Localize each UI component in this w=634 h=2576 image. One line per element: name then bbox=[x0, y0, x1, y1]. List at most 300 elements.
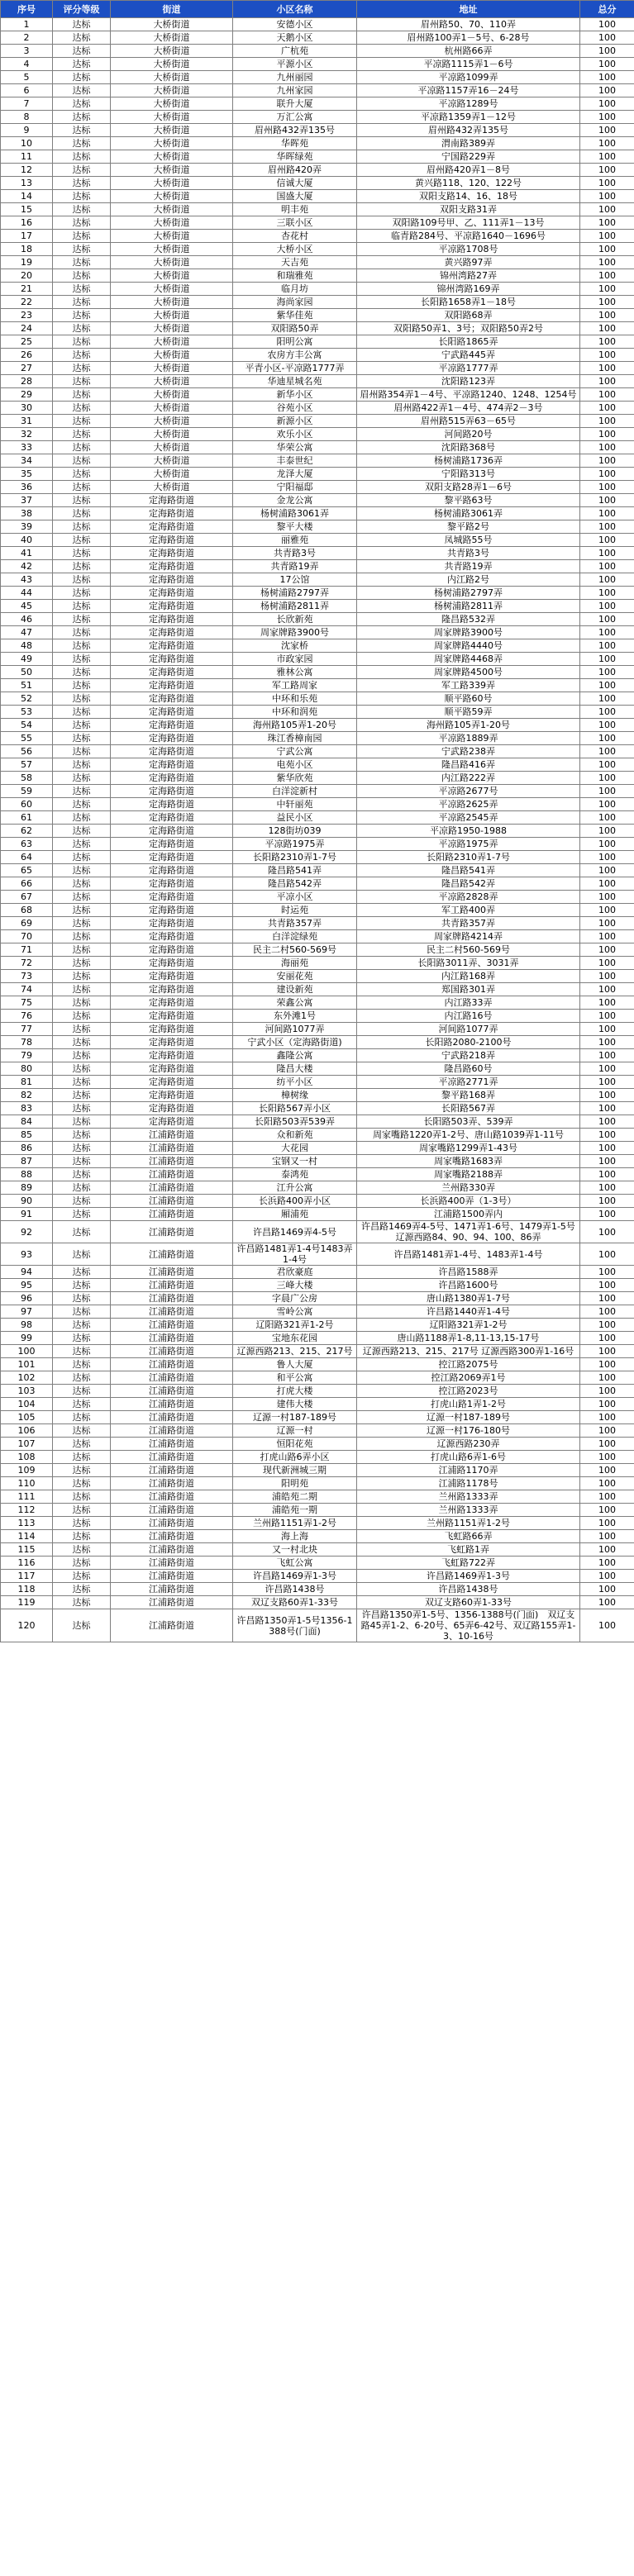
cell-community: 辽源一村187-189号 bbox=[233, 1411, 357, 1424]
cell-score: 100 bbox=[580, 388, 634, 402]
cell-rating: 达标 bbox=[53, 1049, 111, 1062]
cell-score: 100 bbox=[580, 891, 634, 904]
cell-index: 52 bbox=[1, 692, 53, 706]
cell-score: 100 bbox=[580, 283, 634, 296]
cell-community: 九州家园 bbox=[233, 84, 357, 97]
cell-score: 100 bbox=[580, 1438, 634, 1451]
cell-street: 江浦路街道 bbox=[111, 1155, 233, 1168]
cell-address: 周家嘴路1683弄 bbox=[357, 1155, 580, 1168]
cell-index: 37 bbox=[1, 494, 53, 507]
cell-rating: 达标 bbox=[53, 97, 111, 111]
cell-street: 江浦路街道 bbox=[111, 1195, 233, 1208]
cell-score: 100 bbox=[580, 1023, 634, 1036]
cell-community: 华晖苑 bbox=[233, 137, 357, 150]
cell-index: 13 bbox=[1, 177, 53, 190]
cell-rating: 达标 bbox=[53, 1208, 111, 1221]
table-row bbox=[1, 230, 634, 243]
cell-score: 100 bbox=[580, 679, 634, 692]
cell-street: 定海路街道 bbox=[111, 560, 233, 573]
table-row bbox=[1, 825, 634, 838]
cell-score: 100 bbox=[580, 983, 634, 996]
cell-address: 周家嘴路1220弄1-2号、唐山路1039弄1-11号 bbox=[357, 1129, 580, 1142]
cell-score: 100 bbox=[580, 639, 634, 653]
cell-street: 大桥街道 bbox=[111, 309, 233, 322]
cell-community: 海州路105弄1-20号 bbox=[233, 719, 357, 732]
cell-rating: 达标 bbox=[53, 600, 111, 613]
cell-address: 江浦路1178号 bbox=[357, 1477, 580, 1490]
cell-community: 国盛大厦 bbox=[233, 190, 357, 203]
cell-index: 14 bbox=[1, 190, 53, 203]
cell-community: 平青小区-平凉路1777弄 bbox=[233, 362, 357, 375]
cell-index: 71 bbox=[1, 943, 53, 957]
cell-index: 88 bbox=[1, 1168, 53, 1181]
cell-street: 定海路街道 bbox=[111, 798, 233, 811]
cell-community: 珠江香樟南园 bbox=[233, 732, 357, 745]
cell-index: 44 bbox=[1, 587, 53, 600]
cell-address: 双辽支路60弄1-33号 bbox=[357, 1596, 580, 1609]
cell-community: 杨树浦路2811弄 bbox=[233, 600, 357, 613]
cell-address: 锦州湾路27弄 bbox=[357, 269, 580, 283]
table-row bbox=[1, 639, 634, 653]
table-row bbox=[1, 335, 634, 349]
cell-street: 大桥街道 bbox=[111, 322, 233, 335]
cell-address: 军工路339弄 bbox=[357, 679, 580, 692]
cell-street: 大桥街道 bbox=[111, 402, 233, 415]
cell-street: 江浦路街道 bbox=[111, 1477, 233, 1490]
cell-score: 100 bbox=[580, 1102, 634, 1115]
cell-address: 平凉路2677号 bbox=[357, 785, 580, 798]
table-row bbox=[1, 1477, 634, 1490]
cell-street: 定海路街道 bbox=[111, 613, 233, 626]
cell-index: 79 bbox=[1, 1049, 53, 1062]
cell-address: 平凉路1708号 bbox=[357, 243, 580, 256]
cell-address: 双阳支路28弄1－6号 bbox=[357, 481, 580, 494]
cell-index: 78 bbox=[1, 1036, 53, 1049]
cell-address: 兰州路1333弄 bbox=[357, 1490, 580, 1504]
cell-index: 106 bbox=[1, 1424, 53, 1438]
cell-street: 江浦路街道 bbox=[111, 1332, 233, 1345]
cell-score: 100 bbox=[580, 1076, 634, 1089]
table-row bbox=[1, 1195, 634, 1208]
cell-address: 许昌路1440弄1-4号 bbox=[357, 1305, 580, 1319]
cell-address: 长阳路503弄、539弄 bbox=[357, 1115, 580, 1129]
cell-score: 100 bbox=[580, 758, 634, 772]
table-row bbox=[1, 573, 634, 587]
cell-rating: 达标 bbox=[53, 1490, 111, 1504]
table-row bbox=[1, 216, 634, 230]
cell-community: 128街坊039 bbox=[233, 825, 357, 838]
cell-rating: 达标 bbox=[53, 507, 111, 520]
cell-index: 66 bbox=[1, 877, 53, 891]
cell-community: 金龙公寓 bbox=[233, 494, 357, 507]
cell-index: 39 bbox=[1, 520, 53, 534]
cell-street: 定海路街道 bbox=[111, 877, 233, 891]
cell-address: 长阳路1658弄1－18号 bbox=[357, 296, 580, 309]
cell-address: 郑国路301弄 bbox=[357, 983, 580, 996]
cell-index: 21 bbox=[1, 283, 53, 296]
cell-street: 定海路街道 bbox=[111, 653, 233, 666]
cell-address: 辽源西路213、215、217号 辽源西路300弄1-16号 bbox=[357, 1345, 580, 1358]
header-community: 小区名称 bbox=[233, 1, 357, 18]
table-row bbox=[1, 970, 634, 983]
cell-community: 天吉苑 bbox=[233, 256, 357, 269]
cell-street: 定海路街道 bbox=[111, 1049, 233, 1062]
cell-rating: 达标 bbox=[53, 1557, 111, 1570]
cell-community: 民主二村560-569号 bbox=[233, 943, 357, 957]
cell-index: 11 bbox=[1, 150, 53, 164]
cell-score: 100 bbox=[580, 1221, 634, 1243]
cell-community: 建设新苑 bbox=[233, 983, 357, 996]
cell-score: 100 bbox=[580, 851, 634, 864]
cell-street: 大桥街道 bbox=[111, 31, 233, 45]
cell-address: 黄兴路97弄 bbox=[357, 256, 580, 269]
table-row bbox=[1, 957, 634, 970]
cell-index: 115 bbox=[1, 1543, 53, 1557]
table-row bbox=[1, 1517, 634, 1530]
table-row bbox=[1, 772, 634, 785]
cell-index: 83 bbox=[1, 1102, 53, 1115]
header-index: 序号 bbox=[1, 1, 53, 18]
cell-street: 定海路街道 bbox=[111, 507, 233, 520]
cell-address: 许昌路1469弄4-5号、1471弄1-6号、1479弄1-5号 辽源西路84、90、94、100、86弄 bbox=[357, 1221, 580, 1243]
cell-street: 江浦路街道 bbox=[111, 1385, 233, 1398]
cell-community: 华迪星城名苑 bbox=[233, 375, 357, 388]
cell-address: 双阳路68弄 bbox=[357, 309, 580, 322]
cell-street: 定海路街道 bbox=[111, 1023, 233, 1036]
cell-index: 89 bbox=[1, 1181, 53, 1195]
cell-score: 100 bbox=[580, 71, 634, 84]
cell-street: 大桥街道 bbox=[111, 216, 233, 230]
cell-community: 泰鸿苑 bbox=[233, 1168, 357, 1181]
cell-index: 46 bbox=[1, 613, 53, 626]
cell-street: 大桥街道 bbox=[111, 111, 233, 124]
cell-address: 眉州路515弄63－65号 bbox=[357, 415, 580, 428]
cell-score: 100 bbox=[580, 534, 634, 547]
cell-street: 大桥街道 bbox=[111, 18, 233, 31]
cell-score: 100 bbox=[580, 190, 634, 203]
cell-rating: 达标 bbox=[53, 996, 111, 1010]
cell-community: 紫华欣苑 bbox=[233, 772, 357, 785]
cell-community: 联升大厦 bbox=[233, 97, 357, 111]
cell-index: 96 bbox=[1, 1292, 53, 1305]
cell-rating: 达标 bbox=[53, 772, 111, 785]
table-row bbox=[1, 1266, 634, 1279]
table-row bbox=[1, 507, 634, 520]
cell-score: 100 bbox=[580, 917, 634, 930]
cell-community: 沈家桥 bbox=[233, 639, 357, 653]
cell-community: 共青路357弄 bbox=[233, 917, 357, 930]
cell-community: 军工路周家 bbox=[233, 679, 357, 692]
cell-street: 江浦路街道 bbox=[111, 1221, 233, 1243]
cell-street: 大桥街道 bbox=[111, 335, 233, 349]
cell-address: 顺平路60号 bbox=[357, 692, 580, 706]
cell-street: 定海路街道 bbox=[111, 639, 233, 653]
cell-community: 九州丽园 bbox=[233, 71, 357, 84]
cell-index: 112 bbox=[1, 1504, 53, 1517]
cell-community: 欢乐小区 bbox=[233, 428, 357, 441]
cell-score: 100 bbox=[580, 772, 634, 785]
cell-community: 广杭苑 bbox=[233, 45, 357, 58]
cell-rating: 达标 bbox=[53, 1305, 111, 1319]
cell-address: 打虎山路6弄1-6号 bbox=[357, 1451, 580, 1464]
table-row bbox=[1, 137, 634, 150]
cell-rating: 达标 bbox=[53, 613, 111, 626]
cell-street: 江浦路街道 bbox=[111, 1596, 233, 1609]
cell-address: 平凉路1289号 bbox=[357, 97, 580, 111]
cell-address: 江浦路1170弄 bbox=[357, 1464, 580, 1477]
table-row bbox=[1, 111, 634, 124]
cell-street: 定海路街道 bbox=[111, 626, 233, 639]
cell-score: 100 bbox=[580, 1385, 634, 1398]
cell-community: 丰泰世纪 bbox=[233, 454, 357, 468]
cell-address: 许昌路1588弄 bbox=[357, 1266, 580, 1279]
cell-rating: 达标 bbox=[53, 1243, 111, 1266]
cell-community: 华荣公寓 bbox=[233, 441, 357, 454]
cell-community: 宁阳福邸 bbox=[233, 481, 357, 494]
cell-rating: 达标 bbox=[53, 335, 111, 349]
cell-rating: 达标 bbox=[53, 177, 111, 190]
cell-rating: 达标 bbox=[53, 1036, 111, 1049]
cell-community: 打虎大楼 bbox=[233, 1385, 357, 1398]
cell-community: 临月坊 bbox=[233, 283, 357, 296]
cell-address: 河间路20号 bbox=[357, 428, 580, 441]
cell-address: 飞虹路66弄 bbox=[357, 1530, 580, 1543]
cell-rating: 达标 bbox=[53, 758, 111, 772]
cell-street: 定海路街道 bbox=[111, 996, 233, 1010]
cell-street: 大桥街道 bbox=[111, 269, 233, 283]
table-row bbox=[1, 415, 634, 428]
cell-address: 辽源一村176-180号 bbox=[357, 1424, 580, 1438]
cell-rating: 达标 bbox=[53, 124, 111, 137]
table-row bbox=[1, 124, 634, 137]
cell-rating: 达标 bbox=[53, 639, 111, 653]
cell-score: 100 bbox=[580, 375, 634, 388]
cell-index: 36 bbox=[1, 481, 53, 494]
cell-score: 100 bbox=[580, 943, 634, 957]
cell-rating: 达标 bbox=[53, 349, 111, 362]
cell-score: 100 bbox=[580, 1062, 634, 1076]
cell-index: 92 bbox=[1, 1221, 53, 1243]
cell-street: 大桥街道 bbox=[111, 71, 233, 84]
cell-address: 黎平路2号 bbox=[357, 520, 580, 534]
cell-score: 100 bbox=[580, 692, 634, 706]
cell-score: 100 bbox=[580, 454, 634, 468]
cell-street: 江浦路街道 bbox=[111, 1279, 233, 1292]
cell-rating: 达标 bbox=[53, 362, 111, 375]
table-row bbox=[1, 1424, 634, 1438]
cell-street: 江浦路街道 bbox=[111, 1517, 233, 1530]
cell-rating: 达标 bbox=[53, 1319, 111, 1332]
cell-address: 宁武路218弄 bbox=[357, 1049, 580, 1062]
cell-street: 江浦路街道 bbox=[111, 1504, 233, 1517]
cell-street: 大桥街道 bbox=[111, 256, 233, 269]
cell-address: 控江路2069弄1号 bbox=[357, 1371, 580, 1385]
cell-community: 许昌路1481弄1-4号1483弄1-4号 bbox=[233, 1243, 357, 1266]
cell-score: 100 bbox=[580, 494, 634, 507]
cell-score: 100 bbox=[580, 296, 634, 309]
cell-community: 隆昌路542弄 bbox=[233, 877, 357, 891]
cell-score: 100 bbox=[580, 150, 634, 164]
table-row bbox=[1, 402, 634, 415]
cell-address: 平凉路1975弄 bbox=[357, 838, 580, 851]
cell-street: 定海路街道 bbox=[111, 1036, 233, 1049]
cell-rating: 达标 bbox=[53, 111, 111, 124]
cell-address: 长浜路400弄（1-3号） bbox=[357, 1195, 580, 1208]
cell-street: 大桥街道 bbox=[111, 283, 233, 296]
cell-score: 100 bbox=[580, 1570, 634, 1583]
cell-score: 100 bbox=[580, 613, 634, 626]
cell-score: 100 bbox=[580, 1345, 634, 1358]
cell-index: 23 bbox=[1, 309, 53, 322]
cell-score: 100 bbox=[580, 587, 634, 600]
cell-street: 大桥街道 bbox=[111, 58, 233, 71]
cell-score: 100 bbox=[580, 970, 634, 983]
cell-community: 万汇公寓 bbox=[233, 111, 357, 124]
header-street: 街道 bbox=[111, 1, 233, 18]
cell-index: 104 bbox=[1, 1398, 53, 1411]
cell-index: 9 bbox=[1, 124, 53, 137]
cell-street: 定海路街道 bbox=[111, 917, 233, 930]
cell-rating: 达标 bbox=[53, 230, 111, 243]
cell-street: 定海路街道 bbox=[111, 1010, 233, 1023]
cell-address: 共青路19弄 bbox=[357, 560, 580, 573]
cell-address: 周家牌路4468弄 bbox=[357, 653, 580, 666]
cell-rating: 达标 bbox=[53, 825, 111, 838]
cell-index: 7 bbox=[1, 97, 53, 111]
cell-rating: 达标 bbox=[53, 216, 111, 230]
cell-index: 30 bbox=[1, 402, 53, 415]
table-row bbox=[1, 150, 634, 164]
cell-community: 浦皓苑二期 bbox=[233, 1490, 357, 1504]
cell-address: 许昌路1469弄1-3号 bbox=[357, 1570, 580, 1583]
table-row bbox=[1, 71, 634, 84]
cell-community: 海丽苑 bbox=[233, 957, 357, 970]
cell-index: 65 bbox=[1, 864, 53, 877]
cell-address: 内江路168弄 bbox=[357, 970, 580, 983]
cell-rating: 达标 bbox=[53, 190, 111, 203]
cell-street: 江浦路街道 bbox=[111, 1398, 233, 1411]
cell-community: 谷苑小区 bbox=[233, 402, 357, 415]
cell-address: 眉州路354弄1－4号、平凉路1240、1248、1254号 bbox=[357, 388, 580, 402]
cell-rating: 达标 bbox=[53, 494, 111, 507]
cell-street: 大桥街道 bbox=[111, 296, 233, 309]
cell-score: 100 bbox=[580, 58, 634, 71]
cell-rating: 达标 bbox=[53, 468, 111, 481]
table-row bbox=[1, 177, 634, 190]
cell-street: 江浦路街道 bbox=[111, 1490, 233, 1504]
cell-street: 大桥街道 bbox=[111, 388, 233, 402]
cell-street: 定海路街道 bbox=[111, 692, 233, 706]
cell-index: 12 bbox=[1, 164, 53, 177]
cell-address: 平凉路1099弄 bbox=[357, 71, 580, 84]
cell-rating: 达标 bbox=[53, 1023, 111, 1036]
cell-address: 渭南路389弄 bbox=[357, 137, 580, 150]
cell-community: 中环和润苑 bbox=[233, 706, 357, 719]
table-row bbox=[1, 481, 634, 494]
cell-community: 华晖绿苑 bbox=[233, 150, 357, 164]
cell-rating: 达标 bbox=[53, 706, 111, 719]
table-row bbox=[1, 732, 634, 745]
cell-community: 龙泽大厦 bbox=[233, 468, 357, 481]
cell-community: 海上海 bbox=[233, 1530, 357, 1543]
table-row bbox=[1, 309, 634, 322]
cell-street: 江浦路街道 bbox=[111, 1243, 233, 1266]
cell-street: 定海路街道 bbox=[111, 758, 233, 772]
cell-score: 100 bbox=[580, 1089, 634, 1102]
cell-community: 长阳路2310弄1-7号 bbox=[233, 851, 357, 864]
cell-street: 江浦路街道 bbox=[111, 1168, 233, 1181]
cell-community: 共青路19弄 bbox=[233, 560, 357, 573]
cell-street: 大桥街道 bbox=[111, 45, 233, 58]
cell-street: 江浦路街道 bbox=[111, 1438, 233, 1451]
cell-rating: 达标 bbox=[53, 587, 111, 600]
cell-street: 江浦路街道 bbox=[111, 1557, 233, 1570]
cell-score: 100 bbox=[580, 838, 634, 851]
cell-rating: 达标 bbox=[53, 31, 111, 45]
cell-address: 宁武路445弄 bbox=[357, 349, 580, 362]
cell-score: 100 bbox=[580, 137, 634, 150]
cell-score: 100 bbox=[580, 415, 634, 428]
table-row bbox=[1, 1023, 634, 1036]
cell-community: 杨树浦路3061弄 bbox=[233, 507, 357, 520]
cell-community: 兰州路1151弄1-2号 bbox=[233, 1517, 357, 1530]
cell-address: 杭州路66弄 bbox=[357, 45, 580, 58]
cell-community: 新源小区 bbox=[233, 415, 357, 428]
cell-community: 大桥小区 bbox=[233, 243, 357, 256]
cell-index: 63 bbox=[1, 838, 53, 851]
cell-score: 100 bbox=[580, 1504, 634, 1517]
cell-score: 100 bbox=[580, 1155, 634, 1168]
cell-street: 定海路街道 bbox=[111, 547, 233, 560]
cell-street: 大桥街道 bbox=[111, 415, 233, 428]
cell-rating: 达标 bbox=[53, 877, 111, 891]
table-row bbox=[1, 1451, 634, 1464]
cell-rating: 达标 bbox=[53, 454, 111, 468]
cell-address: 双阳支路31弄 bbox=[357, 203, 580, 216]
cell-index: 18 bbox=[1, 243, 53, 256]
cell-score: 100 bbox=[580, 1305, 634, 1319]
cell-rating: 达标 bbox=[53, 45, 111, 58]
cell-rating: 达标 bbox=[53, 930, 111, 943]
cell-score: 100 bbox=[580, 1208, 634, 1221]
cell-community: 双辽支路60弄1-33号 bbox=[233, 1596, 357, 1609]
cell-community: 中环和乐苑 bbox=[233, 692, 357, 706]
cell-score: 100 bbox=[580, 1557, 634, 1570]
cell-index: 59 bbox=[1, 785, 53, 798]
cell-address: 周家牌路4440号 bbox=[357, 639, 580, 653]
cell-score: 100 bbox=[580, 177, 634, 190]
cell-rating: 达标 bbox=[53, 653, 111, 666]
cell-address: 军工路400弄 bbox=[357, 904, 580, 917]
cell-street: 大桥街道 bbox=[111, 243, 233, 256]
table-row bbox=[1, 84, 634, 97]
cell-score: 100 bbox=[580, 84, 634, 97]
table-row bbox=[1, 996, 634, 1010]
cell-index: 34 bbox=[1, 454, 53, 468]
cell-rating: 达标 bbox=[53, 309, 111, 322]
table-row bbox=[1, 1319, 634, 1332]
cell-index: 109 bbox=[1, 1464, 53, 1477]
table-row bbox=[1, 18, 634, 31]
table-row bbox=[1, 1557, 634, 1570]
cell-score: 100 bbox=[580, 1195, 634, 1208]
cell-rating: 达标 bbox=[53, 428, 111, 441]
table-row bbox=[1, 679, 634, 692]
cell-address: 隆昌路532弄 bbox=[357, 613, 580, 626]
cell-score: 100 bbox=[580, 18, 634, 31]
cell-rating: 达标 bbox=[53, 1266, 111, 1279]
cell-street: 定海路街道 bbox=[111, 494, 233, 507]
